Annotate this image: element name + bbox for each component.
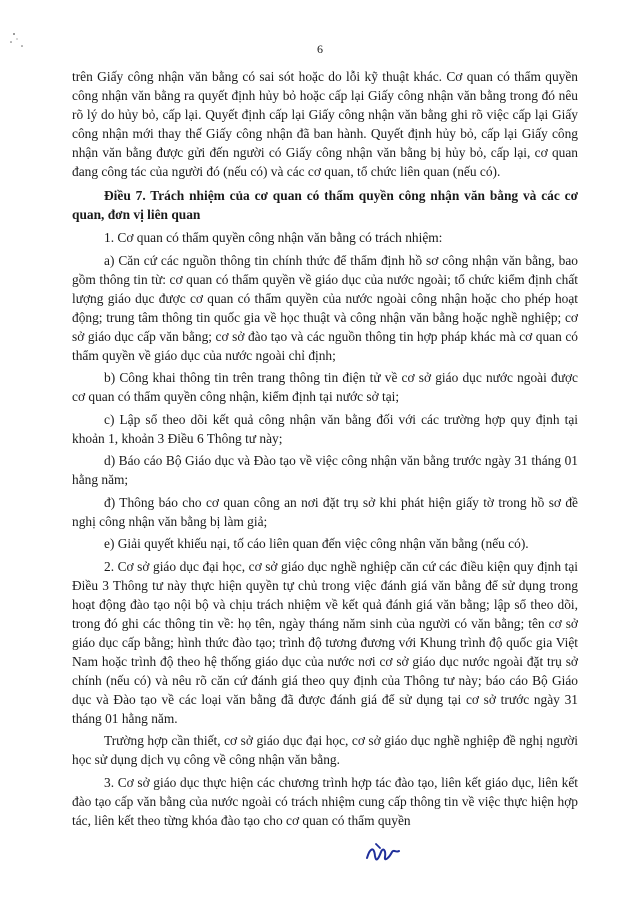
clause-2-note: Trường hợp cần thiết, cơ sở giáo dục đại học, cơ sở giáo dục nghề nghiệp đề nghị người học sử dụng dịch vụ công về công nhận văn bằng. xyxy=(72,733,578,767)
point-d: d) Báo cáo Bộ Giáo dục và Đào tạo về việc công nhận văn bằng trước ngày 31 tháng 01 hằng năm; xyxy=(72,453,578,487)
paragraph-continuation: trên Giấy công nhận văn bằng có sai sót hoặc do lỗi kỹ thuật khác. Cơ quan có thẩm quyền công nhận văn bằng ra quyết định hủy bỏ hoặc cấp lại Giấy công nhận văn bằng trong đó nêu rõ lý do hủy bỏ, cấp lại. Quyết định cấp lại Giấy công nhận văn bằng ghi rõ việc cấp lại Giấy công nhận mới thay thế Giấy công nhận đã ban hành. Quyết định hủy bỏ, cấp lại Giấy công nhận văn bằng được gửi đến người có Giấy công nhận văn bằng bị hủy bỏ, cấp lại, cơ quan đang công tác của người đó (nếu có) và các cơ quan, tổ chức liên quan (nếu có). xyxy=(72,69,578,179)
point-b: b) Công khai thông tin trên trang thông tin điện tử về cơ sở giáo dục nước ngoài được cơ quan có thẩm quyền công nhận, kiểm định tại nước sở tại; xyxy=(72,370,578,404)
clause-2: 2. Cơ sở giáo dục đại học, cơ sở giáo dục nghề nghiệp căn cứ các điều kiện quy định tại Điều 3 Thông tư này thực hiện quyền tự chủ trong việc đánh giá văn bằng để sử dụng trong hoạt động đào tạo nội bộ và chịu trách nhiệm về kết quả đánh giá văn bằng; lập sổ theo dõi, trong đó ghi các thông tin về: họ tên, ngày tháng năm sinh của người có văn bằng; tên cơ sở giáo dục cấp bằng; hình thức đào tạo; trình độ tương đương với Khung trình độ quốc gia Việt Nam hoặc trình độ theo hệ thống giáo dục của nước nơi cơ sở giáo dục nước ngoài đặt trụ sở chính (nếu có) và nêu rõ căn cứ đánh giá theo quy định của Thông tư này; báo cáo Bộ Giáo dục và Đào tạo về các loại văn bằng đã được đánh giá để sử dụng tại cơ sở trước ngày 31 tháng 01 hằng năm. xyxy=(72,558,578,726)
document-body xyxy=(72,67,578,833)
page-number: 6 xyxy=(317,42,323,56)
point-c: c) Lập sổ theo dõi kết quả công nhận văn bằng đối với các trường hợp quy định tại khoản 1, khoản 3 Điều 6 Thông tư này; xyxy=(72,411,578,446)
point-e: e) Giải quyết khiếu nại, tố cáo liên quan đến việc công nhận văn bằng (nếu có). xyxy=(104,536,529,551)
clause-3: 3. Cơ sở giáo dục thực hiện các chương trình hợp tác đào tạo, liên kết giáo dục, liên kết đào tạo cấp văn bằng của nước ngoài có trách nhiệm cung cấp thông tin về việc thực hiện hợp tác, liên kết theo từng khóa đào tạo cho cơ quan có thẩm quyền xyxy=(72,774,578,828)
article-7-heading: Điều 7. Trách nhiệm của cơ quan có thẩm quyền công nhận văn bằng và các cơ quan, đơn vị liên quan xyxy=(72,188,578,222)
point-a: a) Căn cứ các nguồn thông tin chính thức để thẩm định hồ sơ công nhận văn bằng, bao gồm thông tin từ: cơ quan có thẩm quyền về giáo dục của nước ngoài; tổ chức kiểm định chất lượng giáo dục được cơ quan có thẩm quyền của nước ngoài công nhận hoặc cho phép hoạt động; trung tâm thông tin quốc gia về học thuật và công nhận văn bằng hoặc nghề nghiệp; cơ sở giáo dục cấp văn bằng; cơ sở đào tạo và các nguồn thông tin hợp pháp khác mà cơ quan có thẩm quyền về giáo dục của nước ngoài chỉ định; xyxy=(72,252,578,363)
initial-signature xyxy=(362,838,404,868)
clause-1: 1. Cơ quan có thẩm quyền công nhận văn bằng có trách nhiệm: xyxy=(104,230,443,245)
point-dd: đ) Thông báo cho cơ quan công an nơi đặt trụ sở khi phát hiện giấy tờ trong hồ sơ đề nghị công nhận văn bằng bị làm giả; xyxy=(72,494,578,529)
